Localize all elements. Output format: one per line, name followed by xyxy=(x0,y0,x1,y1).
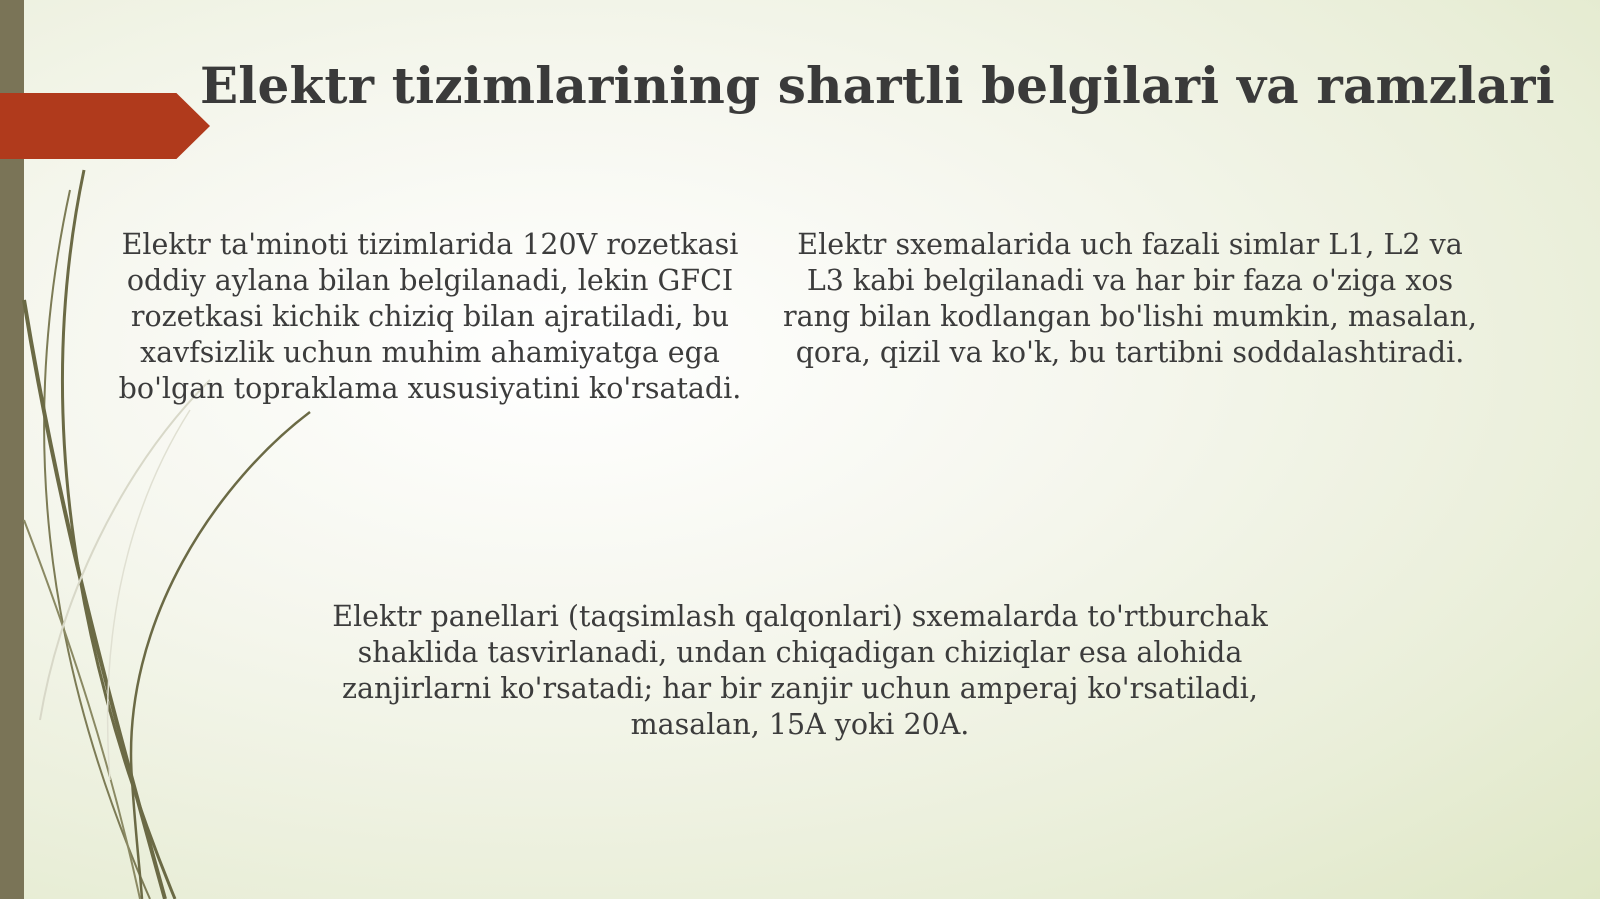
red-arrow-banner xyxy=(0,93,210,159)
paragraph-panels: Elektr panellari (taqsimlash qalqonlari) sxemalarda to'rtburchak shaklida tasvirlanadi, undan chiqadigan chiziqlar esa alohida zanjirlarni ko'rsatadi; har bir zanjir uchun amperaj ko'rsatiladi, masalan, 15A yoki 20A. xyxy=(332,600,1268,741)
paragraph-three-phase: Elektr sxemalarida uch fazali simlar L1, L2 va L3 kabi belgilanadi va har bir faza o'ziga xos rang bilan kodlangan bo'lishi mumkin, masalan, qora, qizil va ko'k, bu tartibni soddalashtiradi. xyxy=(783,228,1477,369)
slide-title: Elektr tizimlarining shartli belgilari va ramzlari xyxy=(200,56,1555,115)
paragraph-outlets: Elektr ta'minoti tizimlarida 120V rozetkasi oddiy aylana bilan belgilanadi, lekin GFCI rozetkasi kichik chiziq bilan ajratiladi, bu xavfsizlik uchun muhim ahamiyatga ega bo'lgan topraklama xususiyatini ko'rsatadi. xyxy=(118,228,742,405)
